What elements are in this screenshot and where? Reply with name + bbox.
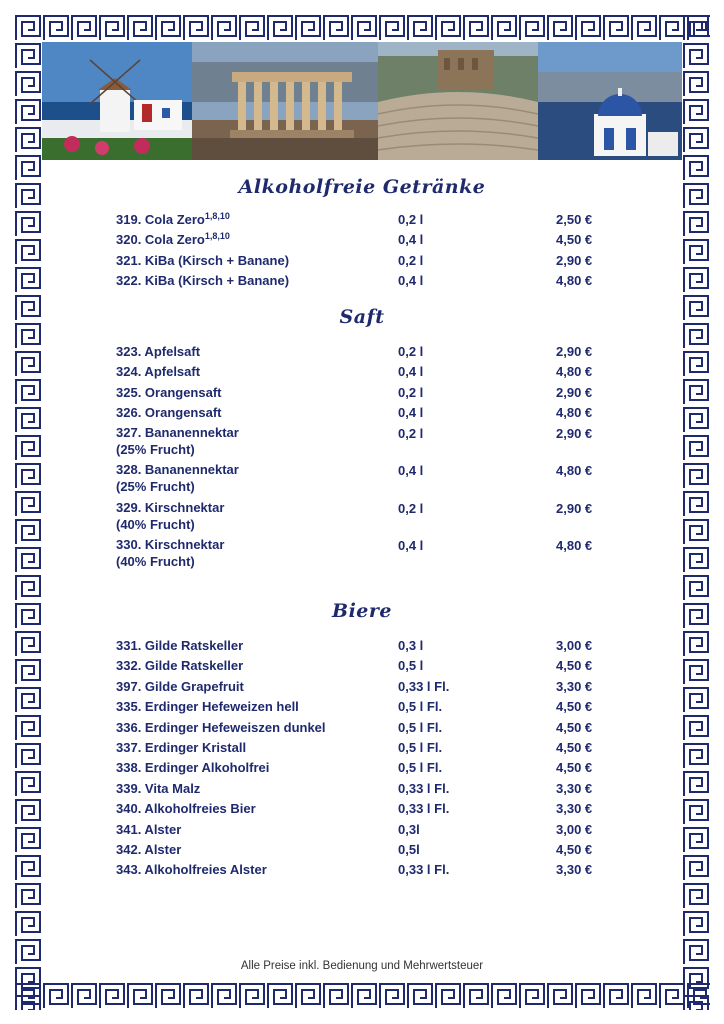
item-size: 0,5 l Fl. (398, 760, 443, 776)
theatre-photo (378, 42, 538, 160)
item-name: 337. Erdinger Kristall (116, 739, 247, 755)
item-name: 324. Apfelsaft (116, 364, 201, 380)
item-size: 0,2 l (398, 384, 424, 400)
item-price: 4,50 € (556, 232, 593, 248)
item-name: 332. Gilde Ratskeller (116, 658, 244, 674)
menu-list-saft (116, 342, 606, 574)
menu-row (116, 210, 606, 230)
item-note: (25% Frucht) (116, 479, 195, 495)
item-note: (40% Frucht) (116, 554, 195, 570)
item-price: 4,50 € (556, 841, 593, 857)
menu-row (116, 499, 606, 537)
item-size: 0,33 l Fl. (398, 862, 450, 878)
item-size: 0,4 l (398, 538, 424, 554)
menu-row (116, 677, 606, 697)
item-name: 321. KiBa (Kirsch + Banane) (116, 252, 290, 268)
item-size: 0,4 l (398, 232, 424, 248)
item-name: 328. Bananennektar (25% Frucht) (116, 461, 396, 495)
item-price: 3,30 € (556, 862, 593, 878)
menu-row (116, 718, 606, 738)
item-size: 0,4 l (398, 364, 424, 380)
item-name: 320. Cola Zero$^{1,8,10}$ (116, 231, 230, 248)
greek-key-border-left (14, 14, 42, 1010)
item-note: (40% Frucht) (116, 516, 195, 532)
item-name: 322. KiBa (Kirsch + Banane) (116, 273, 290, 289)
item-price: 4,50 € (556, 719, 593, 735)
menu-row (116, 362, 606, 382)
menu-row (116, 758, 606, 778)
item-size: 0,4 l (398, 273, 424, 289)
item-size: 0,5l (398, 841, 420, 857)
greek-key-border-right (682, 14, 710, 1010)
menu-row (116, 840, 606, 860)
item-name: 327. Bananennektar (25% Frucht) (116, 424, 396, 458)
item-size: 0,5 l (398, 658, 424, 674)
item-price: 2,50 € (556, 212, 593, 227)
item-price: 2,90 € (556, 425, 593, 441)
menu-row (116, 461, 606, 499)
item-price: 4,50 € (556, 739, 593, 755)
item-price: 2,90 € (556, 252, 593, 268)
item-price: 2,90 € (556, 384, 593, 400)
item-name: 342. Alster (116, 841, 182, 857)
item-name: 397. Gilde Grapefruit (116, 678, 244, 694)
menu-row (116, 799, 606, 819)
menu-row (116, 656, 606, 676)
item-size: 0,5 l Fl. (398, 699, 443, 715)
item-name: 340. Alkoholfreies Bier (116, 801, 256, 817)
item-price: 4,80 € (556, 364, 593, 380)
additive-footnote: 1,8,10 (204, 231, 230, 242)
menu-row (116, 820, 606, 840)
item-price: 4,80 € (556, 405, 593, 421)
item-price: 3,00 € (556, 821, 593, 837)
item-price: 4,80 € (556, 273, 593, 289)
greek-key-border-bottom (14, 982, 710, 1010)
item-name: 329. Kirschnektar (40% Frucht) (116, 499, 396, 533)
price-footnote: Alle Preise inkl. Bedienung und Mehrwertsteuer (240, 960, 484, 972)
menu-row (116, 251, 606, 271)
item-size: 0,2 l (398, 425, 424, 441)
item-price: 3,30 € (556, 780, 593, 796)
menu-list-biere (116, 636, 606, 881)
item-size: 0,2 l (398, 252, 424, 268)
item-size: 0,3 l (398, 638, 424, 653)
church-photo (538, 42, 682, 160)
section-title-saft: Saft (339, 306, 385, 328)
item-size: 0,2 l (398, 500, 424, 516)
item-size: 0,4 l (398, 463, 424, 479)
item-price: 4,80 € (556, 538, 593, 554)
item-price: 3,30 € (556, 678, 593, 694)
item-price: 4,50 € (556, 699, 593, 715)
item-name: 330. Kirschnektar (40% Frucht) (116, 536, 396, 570)
item-name: 319. Cola Zero$^{1,8,10}$ (116, 211, 230, 227)
item-name: 343. Alkoholfreies Alster (116, 862, 267, 878)
item-size: 0,33 l Fl. (398, 801, 450, 817)
menu-row (116, 424, 606, 462)
menu-row (116, 536, 606, 574)
menu-row (116, 342, 606, 362)
menu-row (116, 860, 606, 880)
item-name: 325. Orangensaft (116, 384, 222, 400)
item-name: 331. Gilde Ratskeller (116, 638, 244, 653)
item-size: 0,2 l (398, 212, 424, 227)
item-size: 0,5 l Fl. (398, 739, 443, 755)
menu-row (116, 403, 606, 423)
item-name: 341. Alster (116, 821, 182, 837)
item-price: 2,90 € (556, 500, 593, 516)
menu-row (116, 230, 606, 250)
item-note: (25% Frucht) (116, 441, 195, 457)
menu-row (116, 779, 606, 799)
item-size: 0,3l (398, 821, 420, 837)
item-size: 0,33 l Fl. (398, 678, 450, 694)
item-name: 339. Vita Malz (116, 780, 201, 796)
item-price: 4,50 € (556, 658, 593, 674)
item-name: 323. Apfelsaft (116, 344, 201, 359)
header-photo-strip (42, 42, 682, 160)
item-name: 326. Orangensaft (116, 405, 222, 421)
menu-row (116, 383, 606, 403)
menu-row (116, 271, 606, 291)
item-size: 0,33 l Fl. (398, 780, 450, 796)
item-size: 0,4 l (398, 405, 424, 421)
item-size: 0,2 l (398, 344, 424, 359)
section-title-alkoholfrei: Alkoholfreie Getränke (238, 176, 486, 198)
additive-footnote: 1,8,10 (204, 211, 230, 221)
greek-key-border-top (14, 14, 710, 42)
item-size: 0,5 l Fl. (398, 719, 443, 735)
item-name: 338. Erdinger Alkoholfrei (116, 760, 270, 776)
item-name: 335. Erdinger Hefeweizen hell (116, 699, 299, 715)
item-price: 3,30 € (556, 801, 593, 817)
menu-row (116, 636, 606, 656)
item-price: 4,50 € (556, 760, 593, 776)
menu-list-alkoholfrei (116, 210, 606, 292)
section-title-biere: Biere (332, 600, 392, 622)
temple-photo (192, 42, 378, 160)
item-price: 2,90 € (556, 344, 593, 359)
item-price: 3,00 € (556, 638, 593, 653)
item-name: 336. Erdinger Hefeweiszen dunkel (116, 719, 326, 735)
windmill-photo (42, 42, 192, 160)
menu-row (116, 697, 606, 717)
menu-row (116, 738, 606, 758)
item-price: 4,80 € (556, 463, 593, 479)
